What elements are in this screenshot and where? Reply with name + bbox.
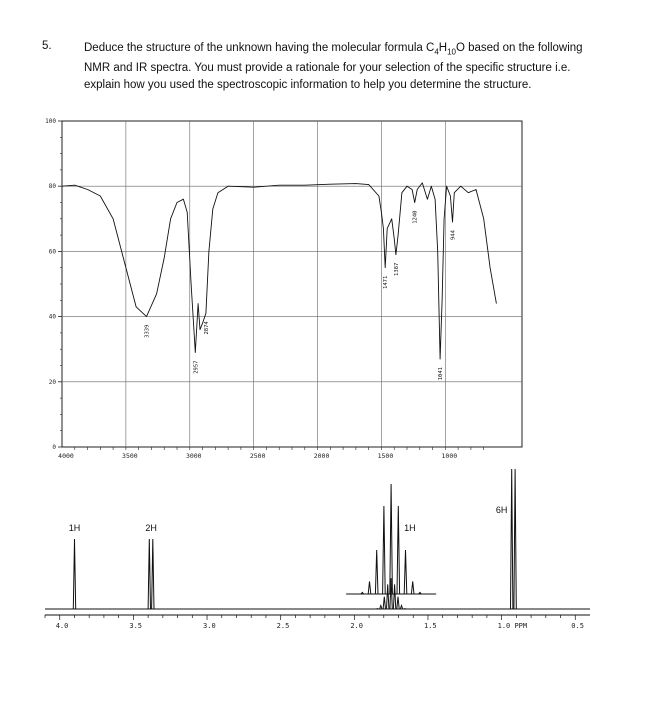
ir-x-tick-label: 2000 [313, 452, 330, 460]
ir-peak-label: 2957 [193, 360, 200, 374]
nmr-x-tick-label: 3.5 [129, 622, 143, 630]
nmr-x-tick-label: 3.0 [203, 622, 216, 630]
ir-x-tick-label: 3500 [122, 452, 138, 460]
ir-x-tick-label: 4000 [58, 452, 74, 460]
nmr-spectrum-chart [45, 469, 590, 630]
ir-y-tick-label: 80 [48, 183, 56, 191]
nmr-expansion-peak [368, 581, 371, 594]
nmr-integration-label: 1H [404, 523, 416, 533]
formula-c-count: 4 [434, 47, 439, 57]
ir-spectrum-chart [45, 118, 522, 460]
nmr-peak-line [152, 539, 154, 609]
ir-y-tick-label: 40 [48, 313, 56, 321]
nmr-x-tick-label: 1.0 PPM [497, 622, 528, 630]
nmr-peak-line [380, 606, 382, 610]
nmr-peak-line [387, 584, 389, 609]
nmr-expansion-peak [397, 506, 400, 594]
ir-transmittance-line [62, 183, 496, 359]
ir-peak-label: 1240 [412, 210, 419, 224]
nmr-x-tick-label: 0.5 [571, 622, 584, 630]
ir-y-tick-label: 0 [52, 444, 56, 451]
nmr-peak-line [73, 539, 75, 609]
nmr-integration-label: 2H [145, 523, 157, 533]
ir-peak-label: 1471 [383, 275, 390, 289]
ir-peak-label: 2874 [203, 321, 210, 335]
ir-x-tick-label: 3000 [185, 452, 202, 460]
question-number: 5. [42, 40, 52, 52]
ir-peak-label: 1041 [438, 367, 445, 381]
nmr-x-tick-label: 4.0 [55, 622, 69, 630]
ir-x-tick-label: 2500 [249, 452, 266, 460]
ir-peak-label: 1387 [393, 262, 400, 276]
nmr-peak-line [383, 597, 385, 609]
ir-x-tick-label: 1500 [377, 452, 394, 460]
ir-y-tick-label: 60 [48, 248, 56, 256]
ir-peak-label: 944 [450, 230, 457, 241]
nmr-peak-line [511, 469, 513, 609]
nmr-x-tick-label: 2.5 [276, 622, 290, 630]
nmr-integration-label: 1H [68, 523, 81, 533]
question-text-after: O based on the following NMR and IR spectra. You must provide a rationale for your selection of the specific structure i.e. explain how you used the spectroscopic information to help you determine the structure. [84, 42, 583, 92]
formula-h-count: 10 [447, 47, 456, 57]
nmr-expansion-peak [411, 581, 414, 594]
ir-y-tick-label: 100 [45, 118, 56, 125]
ir-plot-frame [62, 121, 522, 447]
nmr-expansion-peak [404, 550, 407, 594]
nmr-x-tick-label: 1.5 [423, 622, 437, 630]
nmr-peak-line [514, 469, 516, 609]
ir-y-tick-label: 20 [48, 378, 56, 386]
ir-x-tick-label: 1000 [441, 452, 458, 460]
nmr-expansion-peak [375, 550, 378, 594]
question-text-before: Deduce the structure of the unknown having the molecular formula C [84, 42, 435, 54]
nmr-peak-line [148, 539, 150, 609]
nmr-x-tick-label: 2.0 [350, 622, 363, 630]
nmr-expansion-peak [383, 506, 386, 594]
nmr-integration-label: 6H [495, 505, 508, 515]
nmr-expansion-peak [390, 484, 393, 594]
ir-peak-label: 3339 [144, 324, 151, 338]
nmr-peak-line [393, 584, 395, 609]
nmr-peak-line [400, 606, 402, 610]
formula-h: H [438, 42, 448, 54]
nmr-peak-line [397, 597, 399, 609]
